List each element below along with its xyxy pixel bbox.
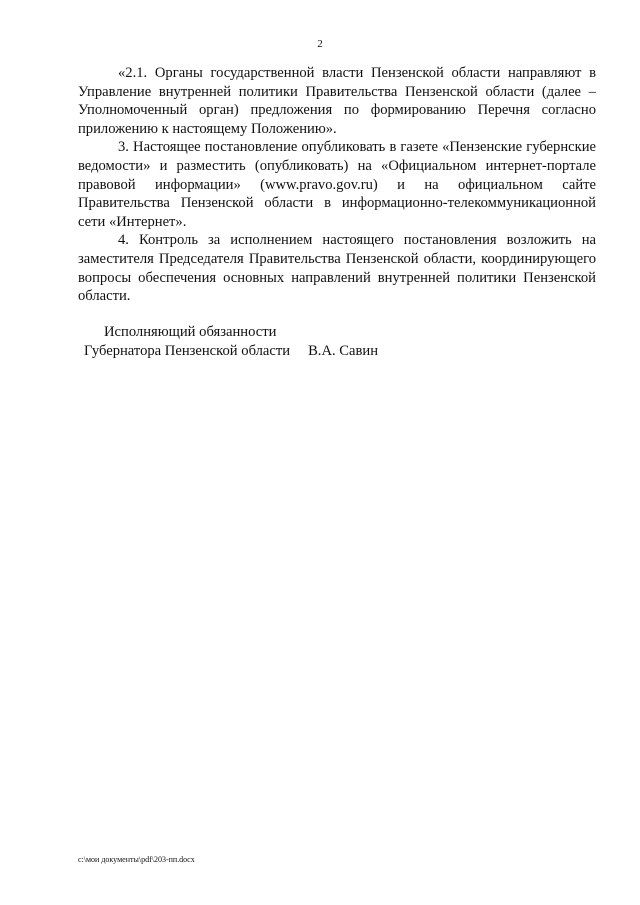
signatory-position-line2: Губернатора Пензенской области [84,342,291,359]
footer-file-path: c:\мои документы\pdf\203-пп.docx [78,855,195,864]
paragraph-3: 3. Настоящее постановление опубликовать в газете «Пензенские губернские ведомости» и разместить (опубликовать) на «Официальном интернет-портале правовой информации» (www.pravo.gov.ru) и на официальном сайте Правительства Пензенской области в информационно-телекоммуникационной сети «Интернет». [78,139,596,230]
signatory-position-line2-row [84,342,404,361]
signatory-position-line1: Исполняющий обязанности [104,324,277,340]
signature-block [84,323,404,360]
document-body [78,64,596,306]
paragraph-4: 4. Контроль за исполнением настоящего постановления возложить на заместителя Председателя Правительства Пензенской области, координирующего вопросы обеспечения основных направлений внутренней политики Пензенской области. [78,232,596,305]
page-number: 2 [317,38,323,50]
signatory-name: В.А. Савин [308,342,379,359]
paragraph-2-1: «2.1. Органы государственной власти Пензенской области направляют в Управление внутренней политики Правительства Пензенской области (далее – Уполномоченный орган) предложения по формированию Перечня согласно приложению к настоящему Положению». [78,65,596,137]
